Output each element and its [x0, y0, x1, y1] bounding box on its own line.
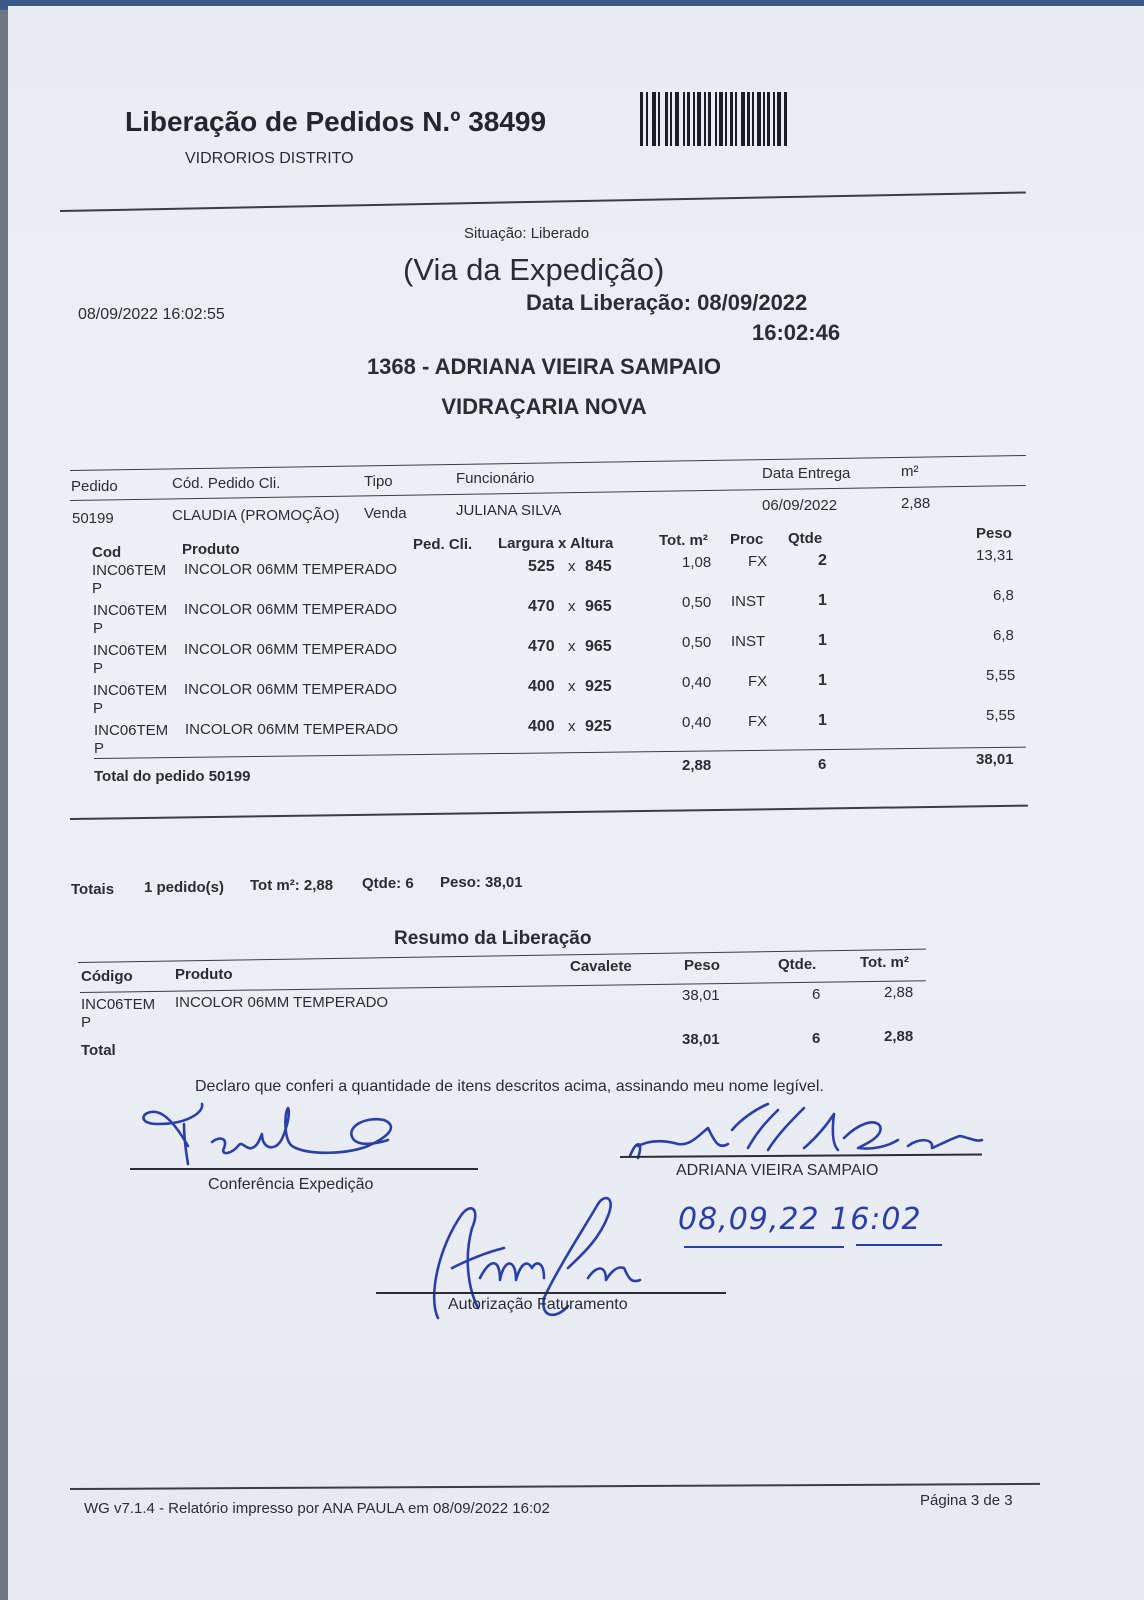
handwritten-date: 08,09,22 16:02	[678, 1202, 922, 1237]
resumo-col-tot-m2: Tot. m²	[860, 954, 909, 971]
col-data-entrega: Data Entrega	[762, 465, 851, 482]
item-cod: INC06TEM	[93, 602, 168, 619]
item-largura: 470	[528, 598, 555, 615]
item-produto: INCOLOR 06MM TEMPERADO	[184, 561, 398, 578]
col-cod-pedido-cli: Cód. Pedido Cli.	[172, 475, 281, 492]
resumo-row-peso: 38,01	[682, 987, 720, 1004]
resumo-row-qtde: 6	[812, 986, 821, 1003]
item-qtde: 2	[818, 552, 827, 569]
item-x: x	[568, 718, 576, 735]
col-pedido: Pedido	[71, 478, 118, 495]
item-proc: INST	[731, 633, 766, 650]
item-altura: 845	[585, 558, 612, 575]
resumo-row-produto: INCOLOR 06MM TEMPERADO	[175, 994, 389, 1011]
order-top-rule	[70, 455, 1026, 471]
document-title: Liberação de Pedidos N.º 38499	[125, 106, 547, 137]
autorizacao-label: Autorização Faturamento	[448, 1296, 628, 1313]
resumo-row-tot-m2: 2,88	[884, 984, 914, 1001]
item-peso: 5,55	[986, 667, 1016, 684]
data-liberacao: Data Liberação: 08/09/2022	[526, 290, 808, 315]
totais-m2: Tot m²: 2,88	[250, 877, 334, 894]
totais-pedidos: 1 pedido(s)	[144, 879, 225, 896]
resumo-total-label: Total	[81, 1042, 116, 1059]
via-expedicao: (Via da Expedição)	[403, 252, 665, 287]
header-rule	[60, 191, 1026, 212]
item-peso: 13,31	[976, 547, 1014, 564]
resumo-row-cod-suffix: P	[81, 1014, 92, 1031]
item-x: x	[568, 638, 576, 655]
handwritten-date-underline	[684, 1246, 844, 1248]
item-cod: INC06TEM	[94, 722, 169, 739]
totais-label: Totais	[71, 881, 115, 898]
totais-qtde: Qtde: 6	[362, 875, 414, 892]
item-tot-m2: 1,08	[682, 554, 712, 571]
item-peso: 6,8	[993, 627, 1014, 644]
item-produto: INCOLOR 06MM TEMPERADO	[184, 601, 398, 618]
footer-page-number: Página 3 de 3	[920, 1492, 1013, 1509]
item-qtde: 1	[818, 672, 827, 689]
col-m2: m²	[901, 463, 919, 480]
item-peso: 6,8	[993, 587, 1014, 604]
items-col-qtde: Qtde	[788, 530, 823, 547]
resumo-col-codigo: Código	[81, 968, 133, 985]
order-tipo: Venda	[364, 505, 407, 522]
item-cod: INC06TEM	[92, 562, 167, 579]
items-col-proc: Proc	[730, 531, 764, 548]
item-proc: INST	[731, 593, 766, 610]
item-peso: 5,55	[986, 707, 1016, 724]
items-col-peso: Peso	[976, 525, 1012, 542]
item-x: x	[568, 558, 576, 575]
totais-peso: Peso: 38,01	[440, 874, 523, 891]
status-situacao: Situação: Liberado	[464, 225, 590, 242]
company-name: VIDRORIOS DISTRITO	[185, 150, 354, 167]
item-tot-m2: 0,40	[682, 714, 712, 731]
item-largura: 470	[528, 638, 555, 655]
order-data-entrega: 06/09/2022	[762, 497, 838, 514]
declaration-text: Declaro que conferi a quantidade de itens descritos acima, assinando meu nome legível.	[195, 1078, 824, 1095]
item-altura: 965	[585, 638, 612, 655]
item-proc: FX	[748, 673, 768, 690]
autorizacao-line	[376, 1292, 726, 1294]
order-total-peso: 38,01	[976, 751, 1014, 768]
item-qtde: 1	[818, 712, 827, 729]
item-cod-suffix: P	[94, 740, 105, 757]
resumo-row-cod: INC06TEM	[81, 996, 156, 1013]
item-tot-m2: 0,50	[682, 634, 712, 651]
item-produto: INCOLOR 06MM TEMPERADO	[185, 721, 399, 738]
item-cod-suffix: P	[93, 700, 104, 717]
item-largura: 525	[528, 558, 555, 575]
item-tot-m2: 0,40	[682, 674, 712, 691]
cliente-signature-label: ADRIANA VIEIRA SAMPAIO	[676, 1162, 879, 1179]
items-col-ped-cli: Ped. Cli.	[413, 536, 473, 553]
cliente-empresa: VIDRAÇARIA NOVA	[441, 394, 647, 419]
conferencia-signature	[128, 1094, 448, 1174]
item-qtde: 1	[818, 592, 827, 609]
items-col-produto: Produto	[182, 541, 240, 558]
items-col-tot-m2: Tot. m²	[659, 532, 708, 549]
item-altura: 965	[585, 598, 612, 615]
print-timestamp: 08/09/2022 16:02:55	[78, 306, 225, 323]
col-tipo: Tipo	[364, 473, 393, 490]
item-altura: 925	[585, 718, 612, 735]
resumo-total-peso: 38,01	[682, 1031, 720, 1048]
order-m2: 2,88	[901, 495, 931, 512]
order-pedido: 50199	[72, 510, 114, 527]
resumo-title: Resumo da Liberação	[394, 928, 592, 949]
item-proc: FX	[748, 553, 768, 570]
order-total-m2: 2,88	[682, 757, 712, 774]
cliente-nome: 1368 - ADRIANA VIEIRA SAMPAIO	[366, 354, 722, 379]
autorizacao-signature	[408, 1188, 668, 1338]
item-altura: 925	[585, 678, 612, 695]
order-total-qtde: 6	[818, 756, 827, 773]
item-cod-suffix: P	[93, 660, 104, 677]
conferencia-line	[130, 1168, 478, 1170]
order-bottom-rule	[70, 805, 1028, 820]
item-largura: 400	[528, 678, 555, 695]
item-qtde: 1	[818, 632, 827, 649]
resumo-total-tot-m2: 2,88	[884, 1028, 914, 1045]
barcode	[640, 92, 787, 146]
conferencia-label: Conferência Expedição	[208, 1176, 374, 1193]
order-funcionario: JULIANA SILVA	[456, 502, 562, 519]
item-cod-suffix: P	[93, 620, 104, 637]
resumo-col-peso: Peso	[684, 957, 720, 974]
document-page	[8, 6, 1144, 1600]
item-cod: INC06TEM	[93, 642, 168, 659]
footer-printed-by: WG v7.1.4 - Relatório impresso por ANA PAULA em 08/09/2022 16:02	[84, 1500, 550, 1517]
item-produto: INCOLOR 06MM TEMPERADO	[184, 681, 398, 698]
resumo-col-cavalete: Cavalete	[570, 958, 632, 975]
order-total-label: Total do pedido 50199	[94, 768, 251, 785]
items-col-largura-altura: Largura x Altura	[498, 535, 614, 552]
footer-rule	[70, 1483, 1040, 1490]
resumo-col-produto: Produto	[175, 966, 233, 983]
item-x: x	[568, 598, 576, 615]
hora-liberacao: 16:02:46	[752, 320, 841, 345]
col-funcionario: Funcionário	[456, 470, 535, 487]
resumo-col-qtde: Qtde.	[778, 956, 817, 973]
item-tot-m2: 0,50	[682, 594, 712, 611]
resumo-total-qtde: 6	[812, 1030, 821, 1047]
item-x: x	[568, 678, 576, 695]
item-cod: INC06TEM	[93, 682, 168, 699]
item-produto: INCOLOR 06MM TEMPERADO	[184, 641, 398, 658]
item-cod-suffix: P	[92, 580, 103, 597]
handwritten-time-underline	[856, 1244, 942, 1246]
item-largura: 400	[528, 718, 555, 735]
items-col-cod: Cod	[92, 544, 122, 561]
order-cod-pedido-cli: CLAUDIA (PROMOÇÃO)	[172, 507, 340, 524]
order-total-rule	[94, 747, 1026, 759]
item-proc: FX	[748, 713, 768, 730]
